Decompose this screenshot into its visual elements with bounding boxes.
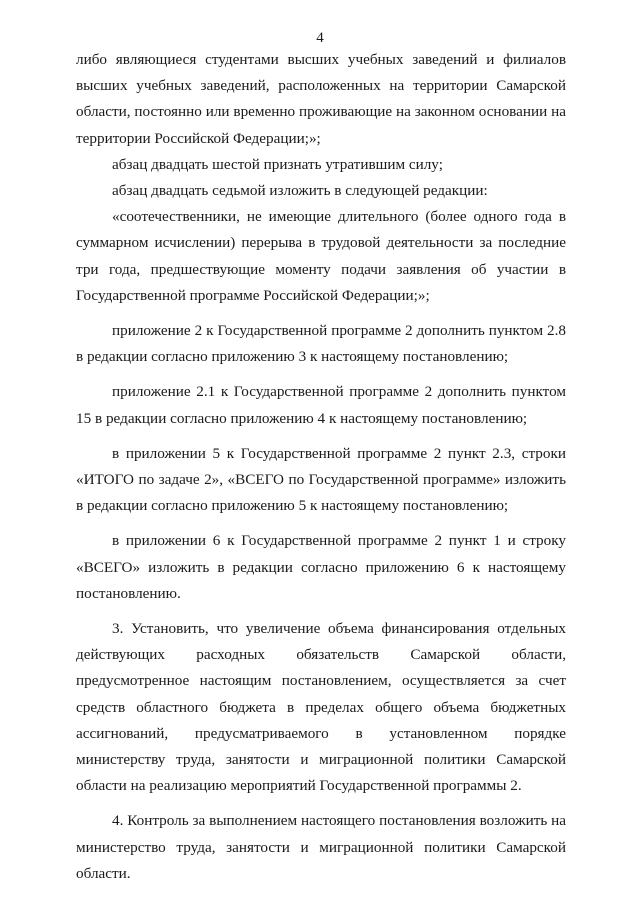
paragraph-continuation: либо являющиеся студентами высших учебных заведений и филиалов высших учебных заведений, расположенных на территории Самарской области, постоянно или временно проживающие на законном основании на территории Российской Федерации;»; (76, 51, 566, 147)
paragraph-abzac-27: абзац двадцать седьмой изложить в следующей редакции: (112, 182, 488, 200)
paragraph-abzac-26: абзац двадцать шестой признать утратившим силу; (112, 155, 443, 173)
paragraph-quote-compatriots: «соотечественники, не имеющие длительного (более одного года в суммарном исчислении) перерыва в трудовой деятельности за последние три года, предшествующие моменту подачи заявления об участии в Государственной программе Российской Федерации;»; (76, 208, 566, 304)
paragraph-appendix-5: в приложении 5 к Государственной программе 2 пункт 2.3, строки «ИТОГО по задаче 2», «ВСЕГО по Государственной программе» изложить в редакции согласно приложению 5 к настоящему постановлению; (76, 444, 566, 515)
paragraph-item-4: 4. Контроль за выполнением настоящего постановления возложить на министерство труда, занятости и миграционной политики Самарской области. (76, 812, 566, 882)
page-number: 4 (316, 30, 324, 46)
paragraph-item-3: 3. Установить, что увеличение объема финансирования отдельных действующих расходных обязательств Самарской области, предусмотренное настоящим постановлением, осуществляется за счет средств областного бюджета в пределах общего объема бюджетных ассигнований, предусматриваемого в установленном порядке министерству труда, занятости и миграционной политики Самарской области на реализацию мероприятий Государственной программы 2. (76, 620, 566, 795)
paragraph-appendix-2-1: приложение 2.1 к Государственной программе 2 дополнить пунктом 15 в редакции согласно приложению 4 к настоящему постановлению; (76, 383, 566, 427)
paragraph-appendix-2: приложение 2 к Государственной программе 2 дополнить пунктом 2.8 в редакции согласно приложению 3 к настоящему постановлению; (76, 322, 566, 366)
paragraph-appendix-6: в приложении 6 к Государственной программе 2 пункт 1 и строку «ВСЕГО» изложить в редакции согласно приложению 6 к настоящему постановлению. (76, 532, 566, 602)
document-body (76, 47, 566, 887)
